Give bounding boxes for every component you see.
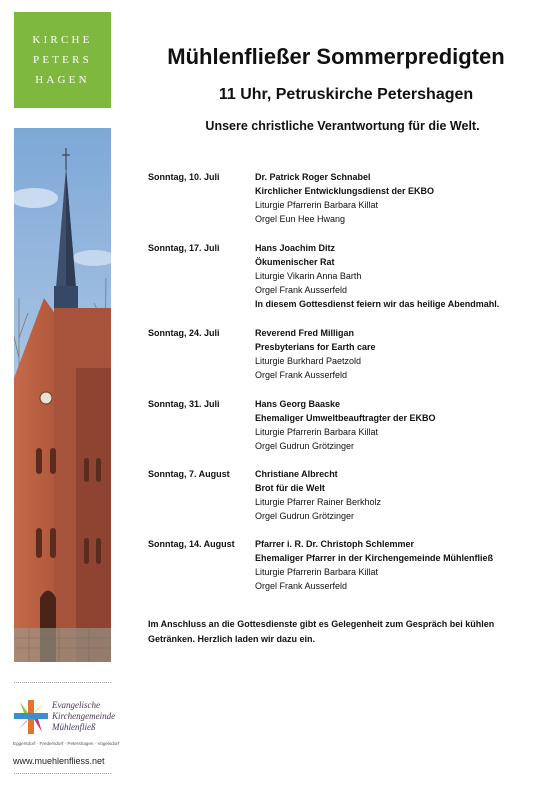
service-details <box>255 170 548 226</box>
service-details <box>255 397 548 453</box>
service-details <box>255 467 548 523</box>
organ-info: Orgel Gudrun Grötzinger <box>255 511 355 521</box>
divider-dotted-top <box>14 682 111 683</box>
cross-logo-icon <box>14 700 48 734</box>
preacher-name: Reverend Fred Milligan <box>255 328 355 338</box>
kirche-petershagen-logo <box>14 12 111 108</box>
page-subtitle: 11 Uhr, Petruskirche Petershagen <box>218 86 474 103</box>
liturgy-info: Liturgie Pfarrer Rainer Berkholz <box>255 497 382 507</box>
preacher-affiliation: Ehemaliger Umweltbeauftragter der EKBO <box>255 413 436 423</box>
organ-info: Orgel Eun Hee Hwang <box>255 214 346 224</box>
preacher-name: Christiane Albrecht <box>255 469 338 479</box>
closing-note: Im Anschluss an die Gottesdienste gibt es Gelegenheit zum Gespräch bei kühlen Getränken. Herzlich laden wir dazu ein. <box>148 619 495 644</box>
service-date: Sonntag, 14. August <box>148 539 235 549</box>
service-entry <box>148 397 548 467</box>
logo-line-2: PETERS <box>33 54 92 66</box>
service-entry <box>148 170 548 241</box>
liturgy-info: Liturgie Pfarrerin Barbara Killat <box>255 567 379 577</box>
logo-line-3: HAGEN <box>35 74 90 86</box>
org-line-1: Evangelische <box>52 700 100 710</box>
sidebar <box>14 12 111 662</box>
service-details <box>255 241 548 311</box>
preacher-name: Hans Joachim Ditz <box>255 243 336 253</box>
preacher-affiliation: Presbyterians for Earth care <box>255 342 376 352</box>
organ-info: Orgel Frank Ausserfeld <box>255 581 348 591</box>
org-line-2: Kirchengemeinde <box>52 711 116 721</box>
liturgy-info: Liturgie Pfarrerin Barbara Killat <box>255 200 379 210</box>
organ-info: Orgel Frank Ausserfeld <box>255 370 348 380</box>
liturgy-info: Liturgie Pfarrerin Barbara Killat <box>255 427 379 437</box>
service-entry <box>148 241 548 326</box>
service-details <box>255 537 548 593</box>
liturgy-info: Liturgie Vikarin Anna Barth <box>255 271 362 281</box>
service-date: Sonntag, 24. Juli <box>148 328 220 338</box>
church-org-name <box>52 700 115 733</box>
village-list: Eggersdorf · Fredersdorf · Petershagen · Vogelsdorf <box>13 741 120 746</box>
website-url[interactable]: www.muehlenfliess.net <box>13 756 105 766</box>
service-entry <box>148 326 548 397</box>
service-date: Sonntag, 31. Juli <box>148 399 220 409</box>
preacher-affiliation: Brot für die Welt <box>255 483 325 493</box>
service-date: Sonntag, 7. August <box>148 469 230 479</box>
service-date: Sonntag, 10. Juli <box>148 172 220 182</box>
organ-info: Orgel Frank Ausserfeld <box>255 285 348 295</box>
page-title: Mühlenfließer Sommerpredigten <box>167 44 505 69</box>
logo-line-1: KIRCHE <box>32 34 93 46</box>
preacher-affiliation: Ehemaliger Pfarrer in der Kirchengemeinde Mühlenfließ <box>255 553 494 563</box>
service-note: In diesem Gottesdienst feiern wir das heilige Abendmahl. <box>255 299 500 309</box>
service-entry <box>148 467 548 537</box>
org-line-3: Mühlenfließ <box>52 722 96 732</box>
preacher-affiliation: Ökumenischer Rat <box>255 257 335 267</box>
liturgy-info: Liturgie Burkhard Paetzold <box>255 356 362 366</box>
organ-info: Orgel Gudrun Grötzinger <box>255 441 355 451</box>
preacher-name: Hans Georg Baaske <box>255 399 341 409</box>
church-photo <box>14 128 111 662</box>
divider-dotted-bottom <box>14 773 111 774</box>
preacher-affiliation: Kirchlicher Entwicklungsdienst der EKBO <box>255 186 435 196</box>
service-entry <box>148 537 548 597</box>
preacher-name: Dr. Patrick Roger Schnabel <box>255 172 371 182</box>
service-schedule <box>148 170 548 597</box>
kirchengemeinde-logo <box>14 696 124 736</box>
service-details <box>255 326 548 382</box>
service-date: Sonntag, 17. Juli <box>148 243 220 253</box>
preacher-name: Pfarrer i. R. Dr. Christoph Schlemmer <box>255 539 415 549</box>
series-theme: Unsere christliche Verantwortung für die Welt. <box>205 119 480 133</box>
